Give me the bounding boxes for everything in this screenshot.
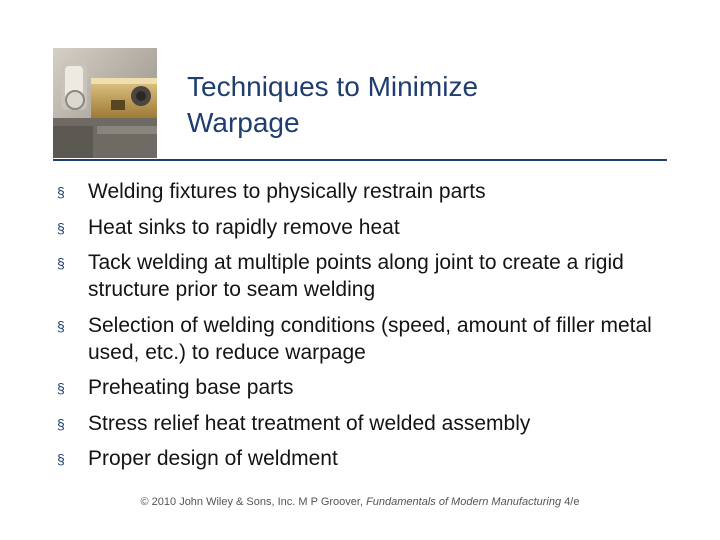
bullet-text: Stress relief heat treatment of welded assembly bbox=[88, 411, 531, 435]
bullet-item bbox=[57, 214, 677, 241]
bullet-item bbox=[57, 445, 677, 472]
bullet-list bbox=[57, 178, 677, 481]
bullet-text: Tack welding at multiple points along joint to create a rigid structure prior to seam welding bbox=[88, 251, 624, 301]
slide-title-line-1: Techniques to Minimize bbox=[187, 71, 479, 102]
bullet-marker-icon: § bbox=[57, 380, 65, 396]
copyright-footer bbox=[0, 496, 720, 508]
bullet-text: Welding fixtures to physically restrain parts bbox=[88, 180, 486, 203]
machining-photo bbox=[53, 48, 157, 158]
bullet-text: Heat sinks to rapidly remove heat bbox=[88, 215, 400, 239]
title-divider bbox=[53, 159, 667, 161]
bullet-item bbox=[57, 312, 677, 366]
bullet-marker-icon: § bbox=[57, 255, 65, 271]
machining-photo-illustration bbox=[53, 48, 157, 158]
bullet-item bbox=[57, 249, 677, 303]
bullet-marker-icon: § bbox=[57, 415, 65, 432]
footer-book-title: Fundamentals of Modern Manufacturing bbox=[366, 496, 562, 508]
slide-title-line-2: Warpage bbox=[187, 107, 300, 138]
bullet-marker-icon: § bbox=[57, 184, 65, 200]
bullet-item bbox=[57, 410, 677, 437]
bullet-marker-icon: § bbox=[57, 451, 65, 467]
bullet-text: Proper design of weldment bbox=[88, 447, 338, 470]
footer-prefix: © 2010 John Wiley & Sons, Inc. M P Groover, bbox=[140, 496, 367, 508]
bullet-text: Preheating base parts bbox=[88, 376, 294, 399]
bullet-item bbox=[57, 374, 677, 401]
footer-edition: 4/e bbox=[561, 496, 580, 508]
bullet-text: Selection of welding conditions (speed, amount of filler metal used, etc.) to reduce warpage bbox=[88, 313, 652, 364]
slide-title bbox=[187, 69, 647, 141]
bullet-marker-icon: § bbox=[57, 219, 65, 236]
bullet-marker-icon: § bbox=[57, 317, 65, 334]
bullet-item bbox=[57, 178, 677, 205]
